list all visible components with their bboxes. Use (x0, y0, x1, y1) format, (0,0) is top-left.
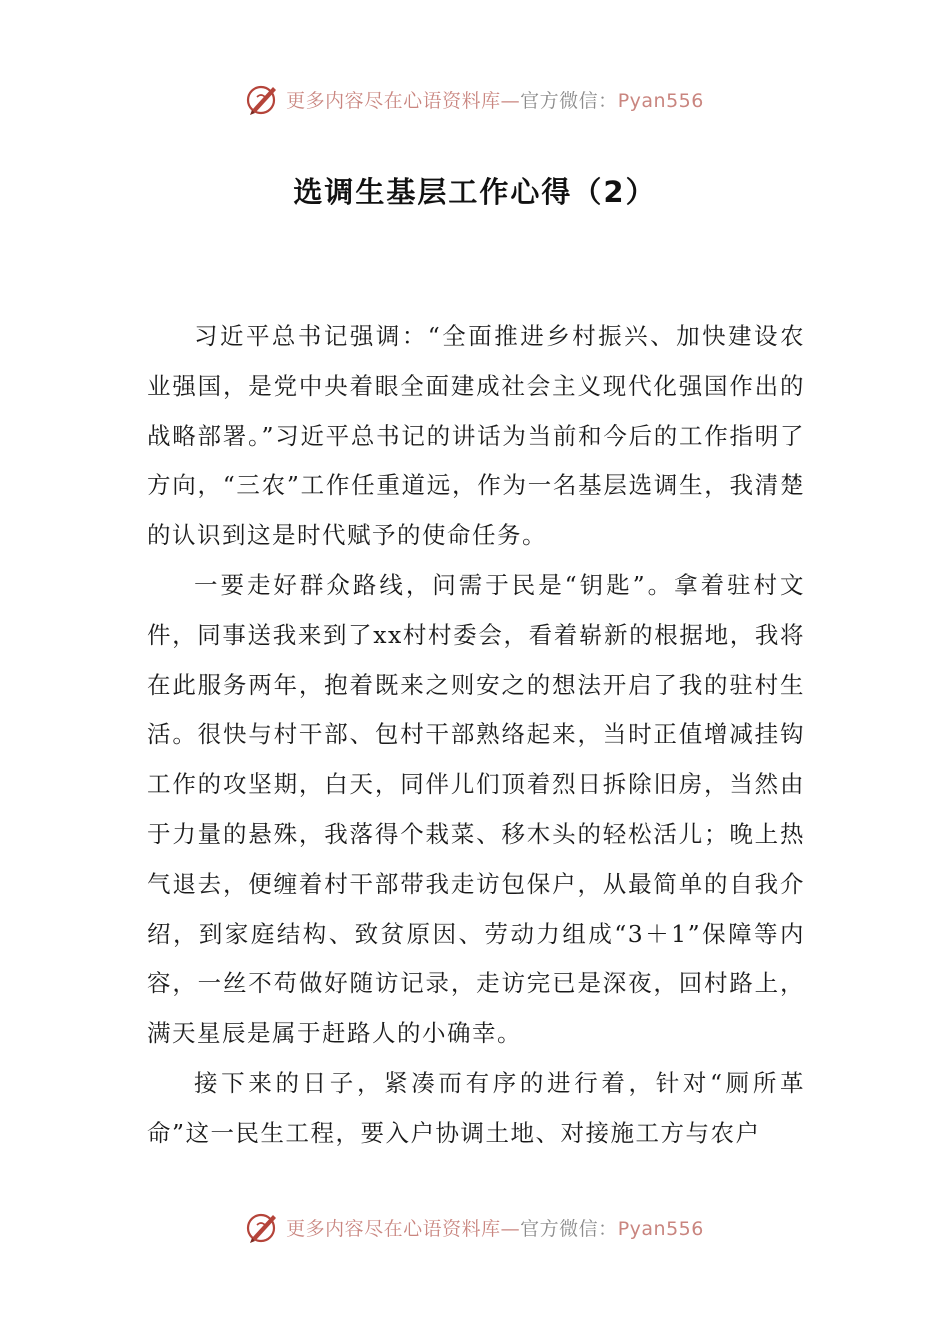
banner-slogan: 更多内容尽在心语资料库 (286, 1217, 501, 1240)
document-title: 选调生基层工作心得（2） (293, 175, 657, 209)
banner-wechat-label: 官方微信： (520, 89, 618, 112)
banner-dash: — (500, 89, 521, 112)
banner-wechat-label: 官方微信： (520, 1217, 618, 1240)
pen-logo-icon (246, 82, 280, 116)
banner-wechat-id: Pyan556 (617, 89, 704, 112)
banner-dash: — (500, 1217, 521, 1240)
paragraph-2: 一要走好群众路线，问需于民是“钥匙”。拿着驻村文件，同事送我来到了xx村村委会，看着崭新的根据地，我将在此服务两年，抱着既来之则安之的想法开启了我的驻村生活。很快与村干部、包村干部熟络起来，当时正值增减挂钩工作的攻坚期，白天，同伴儿们顶着烈日拆除旧房，当然由于力量的悬殊，我落得个栽菜、移木头的轻松活儿；晚上热气退去，便缠着村干部带我走访包保户，从最简单的自我介绍，到家庭结构、致贫原因、劳动力组成“3＋1”保障等内容，一丝不苟做好随访记录，走访完已是深夜，回村路上，满天星辰是属于赶路人的小确幸。 (147, 570, 805, 1048)
banner-text (286, 1214, 704, 1241)
banner-wechat-id: Pyan556 (617, 1217, 704, 1240)
document-body (147, 312, 805, 1159)
banner-slogan: 更多内容尽在心语资料库 (286, 89, 501, 112)
banner-text (286, 86, 704, 113)
header-watermark-banner (0, 82, 950, 116)
paragraph-3: 接下来的日子，紧凑而有序的进行着，针对“厕所革命”这一民生工程，要入户协调土地、对接施工方与农户 (147, 1068, 805, 1147)
paragraph-1: 习近平总书记强调：“全面推进乡村振兴、加快建设农业强国，是党中央着眼全面建成社会主义现代化强国作出的战略部署。”习近平总书记的讲话为当前和今后的工作指明了方向，“三农”工作任重道远，作为一名基层选调生，我清楚的认识到这是时代赋予的使命任务。 (147, 322, 805, 550)
pen-logo-icon (246, 1210, 280, 1244)
footer-watermark-banner (0, 1210, 950, 1244)
